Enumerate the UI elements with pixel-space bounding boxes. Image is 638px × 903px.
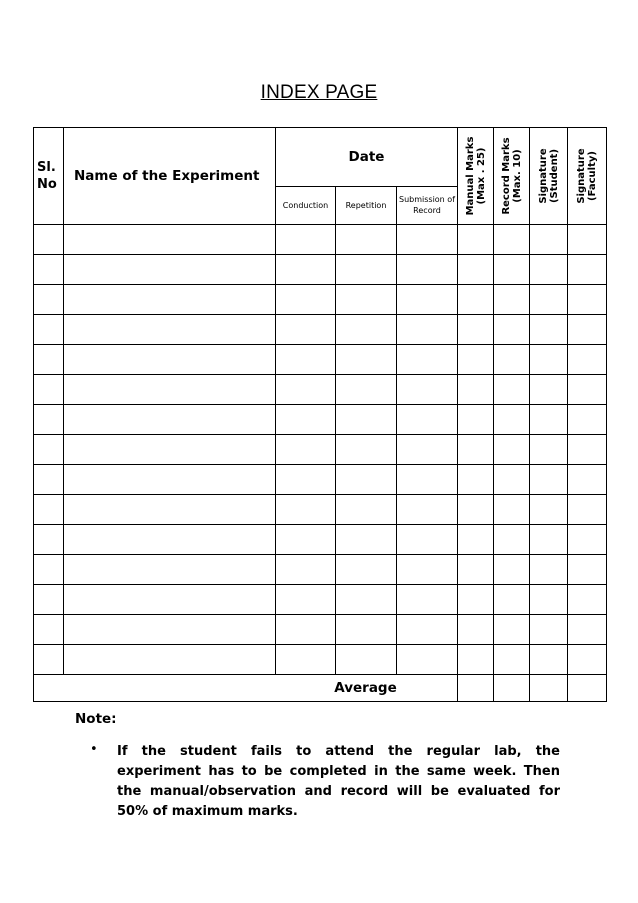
table-row <box>34 405 607 435</box>
signature-faculty-cell[interactable] <box>568 315 607 345</box>
note-label: Note: <box>75 711 117 727</box>
sl-no-cell[interactable] <box>34 225 64 255</box>
conduction-cell[interactable] <box>276 615 336 645</box>
repetition-cell[interactable] <box>336 555 397 585</box>
manual-marks-cell[interactable] <box>458 255 494 285</box>
table-row <box>34 465 607 495</box>
signature-student-cell[interactable] <box>530 375 568 405</box>
signature-student-cell[interactable] <box>530 255 568 285</box>
manual-marks-cell[interactable] <box>458 345 494 375</box>
signature-faculty-cell[interactable] <box>568 645 607 675</box>
repetition-cell[interactable] <box>336 525 397 555</box>
conduction-cell[interactable] <box>276 555 336 585</box>
submission-cell[interactable] <box>397 495 458 525</box>
table-row <box>34 525 607 555</box>
repetition-cell[interactable] <box>336 375 397 405</box>
repetition-cell[interactable] <box>336 615 397 645</box>
sl-no-header: Sl. No <box>34 128 64 225</box>
sl-no-cell[interactable] <box>34 525 64 555</box>
signature-student-cell[interactable] <box>530 225 568 255</box>
average-label: Average <box>34 675 458 702</box>
sl-no-cell[interactable] <box>34 465 64 495</box>
submission-cell[interactable] <box>397 555 458 585</box>
signature-student-cell[interactable] <box>530 345 568 375</box>
signature-faculty-cell[interactable] <box>568 525 607 555</box>
table-row <box>34 225 607 255</box>
record-marks-cell[interactable] <box>494 225 530 255</box>
signature-student-cell[interactable] <box>530 285 568 315</box>
manual-marks-cell[interactable] <box>458 225 494 255</box>
conduction-cell[interactable] <box>276 435 336 465</box>
submission-cell[interactable] <box>397 375 458 405</box>
signature-student-cell[interactable] <box>530 585 568 615</box>
submission-cell[interactable] <box>397 435 458 465</box>
experiment-name-cell[interactable] <box>64 315 276 345</box>
repetition-cell[interactable] <box>336 405 397 435</box>
manual-marks-cell[interactable] <box>458 495 494 525</box>
signature-student-cell[interactable] <box>530 525 568 555</box>
repetition-cell[interactable] <box>336 435 397 465</box>
sl-no-cell[interactable] <box>34 255 64 285</box>
table-row <box>34 615 607 645</box>
conduction-cell[interactable] <box>276 315 336 345</box>
sl-no-cell[interactable] <box>34 615 64 645</box>
experiment-name-cell[interactable] <box>64 405 276 435</box>
sl-no-cell[interactable] <box>34 585 64 615</box>
experiment-name-cell[interactable] <box>64 585 276 615</box>
conduction-cell[interactable] <box>276 585 336 615</box>
experiment-name-cell[interactable] <box>64 375 276 405</box>
manual-marks-header: Manual Marks (Max . 25) <box>458 128 494 225</box>
repetition-cell[interactable] <box>336 465 397 495</box>
experiment-name-header: Name of the Experiment <box>64 128 276 225</box>
submission-cell[interactable] <box>397 645 458 675</box>
repetition-cell[interactable] <box>336 225 397 255</box>
submission-cell[interactable] <box>397 525 458 555</box>
sl-no-cell[interactable] <box>34 375 64 405</box>
note-text: If the student fails to attend the regular lab, the experiment has to be completed in the same week. Then the manual/observation and record will be evaluated for 50% of maximum marks. <box>117 744 560 819</box>
conduction-cell[interactable] <box>276 225 336 255</box>
repetition-cell[interactable] <box>336 585 397 615</box>
table-row <box>34 285 607 315</box>
signature-student-cell[interactable] <box>530 615 568 645</box>
signature-faculty-cell[interactable] <box>568 495 607 525</box>
record-marks-cell[interactable] <box>494 525 530 555</box>
signature-faculty-cell[interactable] <box>568 225 607 255</box>
sl-no-cell[interactable] <box>34 345 64 375</box>
submission-cell[interactable] <box>397 615 458 645</box>
record-marks-cell[interactable] <box>494 555 530 585</box>
experiment-name-cell[interactable] <box>64 645 276 675</box>
signature-faculty-cell[interactable] <box>568 285 607 315</box>
signature-faculty-cell[interactable] <box>568 375 607 405</box>
manual-marks-cell[interactable] <box>458 585 494 615</box>
signature-faculty-header: Signature (Faculty) <box>568 128 607 225</box>
record-marks-cell[interactable] <box>494 315 530 345</box>
submission-cell[interactable] <box>397 405 458 435</box>
experiment-name-cell[interactable] <box>64 225 276 255</box>
sl-no-cell[interactable] <box>34 285 64 315</box>
table-row <box>34 255 607 285</box>
signature-student-cell[interactable] <box>530 435 568 465</box>
record-marks-cell[interactable] <box>494 345 530 375</box>
manual-marks-cell[interactable] <box>458 285 494 315</box>
repetition-cell[interactable] <box>336 495 397 525</box>
conduction-cell[interactable] <box>276 375 336 405</box>
signature-faculty-cell[interactable] <box>568 345 607 375</box>
table-row <box>34 315 607 345</box>
conduction-cell[interactable] <box>276 405 336 435</box>
conduction-cell[interactable] <box>276 645 336 675</box>
experiment-name-cell[interactable] <box>64 345 276 375</box>
repetition-cell[interactable] <box>336 255 397 285</box>
record-marks-cell[interactable] <box>494 405 530 435</box>
conduction-cell[interactable] <box>276 525 336 555</box>
signature-faculty-cell[interactable] <box>568 555 607 585</box>
manual-marks-cell[interactable] <box>458 435 494 465</box>
bullet-icon: • <box>90 742 98 757</box>
signature-faculty-cell[interactable] <box>568 465 607 495</box>
conduction-header: Conduction <box>276 186 336 224</box>
experiment-name-cell[interactable] <box>64 615 276 645</box>
average-record-cell[interactable] <box>494 675 530 702</box>
table-row <box>34 645 607 675</box>
signature-faculty-cell[interactable] <box>568 435 607 465</box>
table-row <box>34 585 607 615</box>
signature-student-cell[interactable] <box>530 465 568 495</box>
signature-student-cell[interactable] <box>530 645 568 675</box>
sl-no-cell[interactable] <box>34 495 64 525</box>
sl-no-cell[interactable] <box>34 435 64 465</box>
table-row <box>34 435 607 465</box>
conduction-cell[interactable] <box>276 345 336 375</box>
signature-faculty-cell[interactable] <box>568 615 607 645</box>
note-bullet <box>90 742 560 822</box>
sl-no-cell[interactable] <box>34 405 64 435</box>
record-marks-cell[interactable] <box>494 375 530 405</box>
submission-cell[interactable] <box>397 255 458 285</box>
index-table <box>33 127 607 702</box>
submission-cell[interactable] <box>397 465 458 495</box>
experiment-name-cell[interactable] <box>64 255 276 285</box>
manual-marks-cell[interactable] <box>458 645 494 675</box>
submission-cell[interactable] <box>397 315 458 345</box>
experiment-name-cell[interactable] <box>64 435 276 465</box>
average-signature-faculty-cell[interactable] <box>568 675 607 702</box>
repetition-header: Repetition <box>336 186 397 224</box>
submission-header: Submission of Record <box>397 186 458 224</box>
signature-student-cell[interactable] <box>530 315 568 345</box>
table-row <box>34 555 607 585</box>
conduction-cell[interactable] <box>276 285 336 315</box>
record-marks-cell[interactable] <box>494 435 530 465</box>
signature-faculty-cell[interactable] <box>568 255 607 285</box>
repetition-cell[interactable] <box>336 315 397 345</box>
signature-faculty-cell[interactable] <box>568 405 607 435</box>
date-header: Date <box>276 128 458 187</box>
average-signature-student-cell[interactable] <box>530 675 568 702</box>
table-row <box>34 345 607 375</box>
record-marks-cell[interactable] <box>494 615 530 645</box>
conduction-cell[interactable] <box>276 465 336 495</box>
signature-student-cell[interactable] <box>530 495 568 525</box>
experiment-name-cell[interactable] <box>64 465 276 495</box>
submission-cell[interactable] <box>397 585 458 615</box>
signature-student-cell[interactable] <box>530 555 568 585</box>
average-manual-cell[interactable] <box>458 675 494 702</box>
record-marks-cell[interactable] <box>494 645 530 675</box>
record-marks-header: Record Marks (Max. 10) <box>494 128 530 225</box>
signature-student-header: Signature (Student) <box>530 128 568 225</box>
experiment-name-cell[interactable] <box>64 525 276 555</box>
experiment-name-cell[interactable] <box>64 285 276 315</box>
manual-marks-cell[interactable] <box>458 315 494 345</box>
experiment-name-cell[interactable] <box>64 495 276 525</box>
signature-faculty-cell[interactable] <box>568 585 607 615</box>
manual-marks-cell[interactable] <box>458 465 494 495</box>
record-marks-cell[interactable] <box>494 285 530 315</box>
manual-marks-cell[interactable] <box>458 375 494 405</box>
manual-marks-cell[interactable] <box>458 525 494 555</box>
sl-no-cell[interactable] <box>34 555 64 585</box>
submission-cell[interactable] <box>397 225 458 255</box>
table-row <box>34 375 607 405</box>
page-title: INDEX PAGE <box>260 82 378 103</box>
record-marks-cell[interactable] <box>494 585 530 615</box>
repetition-cell[interactable] <box>336 645 397 675</box>
submission-cell[interactable] <box>397 285 458 315</box>
manual-marks-cell[interactable] <box>458 555 494 585</box>
conduction-cell[interactable] <box>276 255 336 285</box>
repetition-cell[interactable] <box>336 285 397 315</box>
conduction-cell[interactable] <box>276 495 336 525</box>
record-marks-cell[interactable] <box>494 255 530 285</box>
repetition-cell[interactable] <box>336 345 397 375</box>
manual-marks-cell[interactable] <box>458 405 494 435</box>
signature-student-cell[interactable] <box>530 405 568 435</box>
record-marks-cell[interactable] <box>494 465 530 495</box>
sl-no-cell[interactable] <box>34 645 64 675</box>
sl-no-cell[interactable] <box>34 315 64 345</box>
submission-cell[interactable] <box>397 345 458 375</box>
record-marks-cell[interactable] <box>494 495 530 525</box>
manual-marks-cell[interactable] <box>458 615 494 645</box>
experiment-name-cell[interactable] <box>64 555 276 585</box>
table-row <box>34 495 607 525</box>
